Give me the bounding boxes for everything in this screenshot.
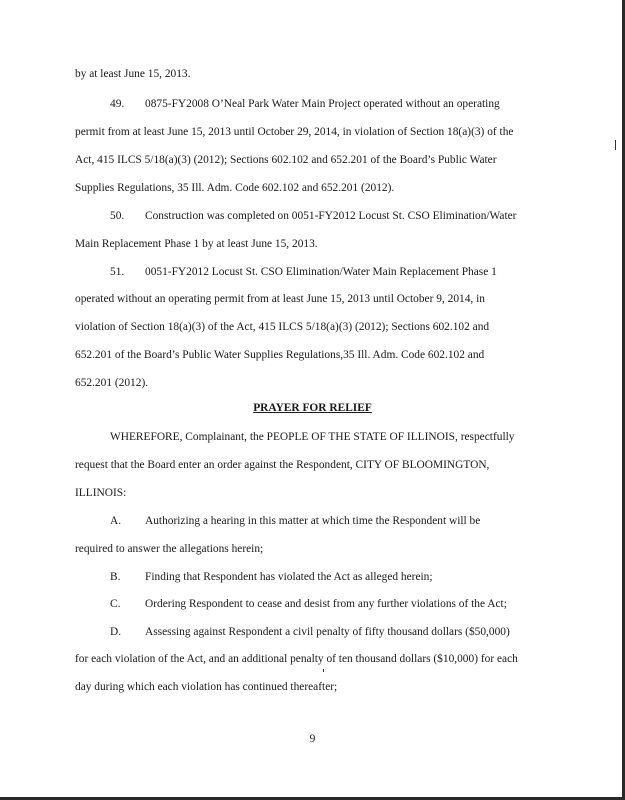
- paragraph-51-line-3: violation of Section 18(a)(3) of the Act, 415 ILCS 5/18(a)(3) (2012); Sections 602.102 and: [75, 321, 490, 333]
- paragraph-51-line-5: 652.201 (2012).: [75, 377, 149, 389]
- wherefore-line-3: ILLINOIS:: [75, 487, 127, 499]
- paragraph-51-line-1: 0051-FY2012 Locust St. CSO Elimination/Water Main Replacement Phase 1: [145, 266, 497, 278]
- paragraph-51-number: 51.: [110, 266, 125, 278]
- paragraph-50-line-1: Construction was completed on 0051-FY2012 Locust St. CSO Elimination/Water: [145, 210, 517, 222]
- page-number: 9: [309, 733, 316, 745]
- item-d-line-2: for each violation of the Act, and an additional penalty of ten thousand dollars ($10,000) for each: [75, 653, 518, 665]
- paragraph-51-line-4: 652.201 of the Board’s Public Water Supplies Regulations,35 Ill. Adm. Code 602.102 and: [75, 349, 485, 361]
- scan-speck: [323, 669, 324, 672]
- paragraph-51-line-2: operated without an operating permit from at least June 15, 2013 until October 9, 2014, in: [75, 293, 485, 305]
- item-b-label: B.: [110, 571, 121, 583]
- paragraph-50-line-2: Main Replacement Phase 1 by at least June 15, 2013.: [75, 238, 318, 250]
- paragraph-49-line-1: 0875-FY2008 O’Neal Park Water Main Project operated without an operating: [145, 98, 500, 110]
- paragraph-50-number: 50.: [110, 210, 125, 222]
- wherefore-line-1: WHEREFORE, Complainant, the PEOPLE OF THE STATE OF ILLINOIS, respectfully: [110, 431, 515, 443]
- scan-speck: [615, 140, 616, 150]
- item-c-label: C.: [110, 598, 121, 610]
- paragraph-49-line-3: Act, 415 ILCS 5/18(a)(3) (2012); Sections 602.102 and 652.201 of the Board’s Public Water: [75, 154, 497, 166]
- wherefore-line-2: request that the Board enter an order against the Respondent, CITY OF BLOOMINGTON,: [75, 459, 490, 471]
- paragraph-48-end: by at least June 15, 2013.: [75, 68, 191, 80]
- item-b-line-1: Finding that Respondent has violated the Act as alleged herein;: [145, 571, 433, 583]
- item-c-line-1: Ordering Respondent to cease and desist from any further violations of the Act;: [145, 598, 507, 610]
- paragraph-49-line-4: Supplies Regulations, 35 Ill. Adm. Code 602.102 and 652.201 (2012).: [75, 182, 395, 194]
- paragraph-49-line-2: permit from at least June 15, 2013 until October 29, 2014, in violation of Section 18(a)(3) of the: [75, 126, 514, 138]
- item-d-line-3: day during which each violation has continued thereafter;: [75, 681, 338, 693]
- item-d-line-1: Assessing against Respondent a civil penalty of fifty thousand dollars ($50,000): [145, 626, 510, 638]
- prayer-for-relief-heading: PRAYER FOR RELIEF: [253, 402, 372, 414]
- item-a-line-2: required to answer the allegations herein;: [75, 543, 264, 555]
- item-a-label: A.: [110, 515, 122, 527]
- item-a-line-1: Authorizing a hearing in this matter at which time the Respondent will be: [145, 515, 481, 527]
- item-d-label: D.: [110, 626, 122, 638]
- paragraph-49-number: 49.: [110, 98, 125, 110]
